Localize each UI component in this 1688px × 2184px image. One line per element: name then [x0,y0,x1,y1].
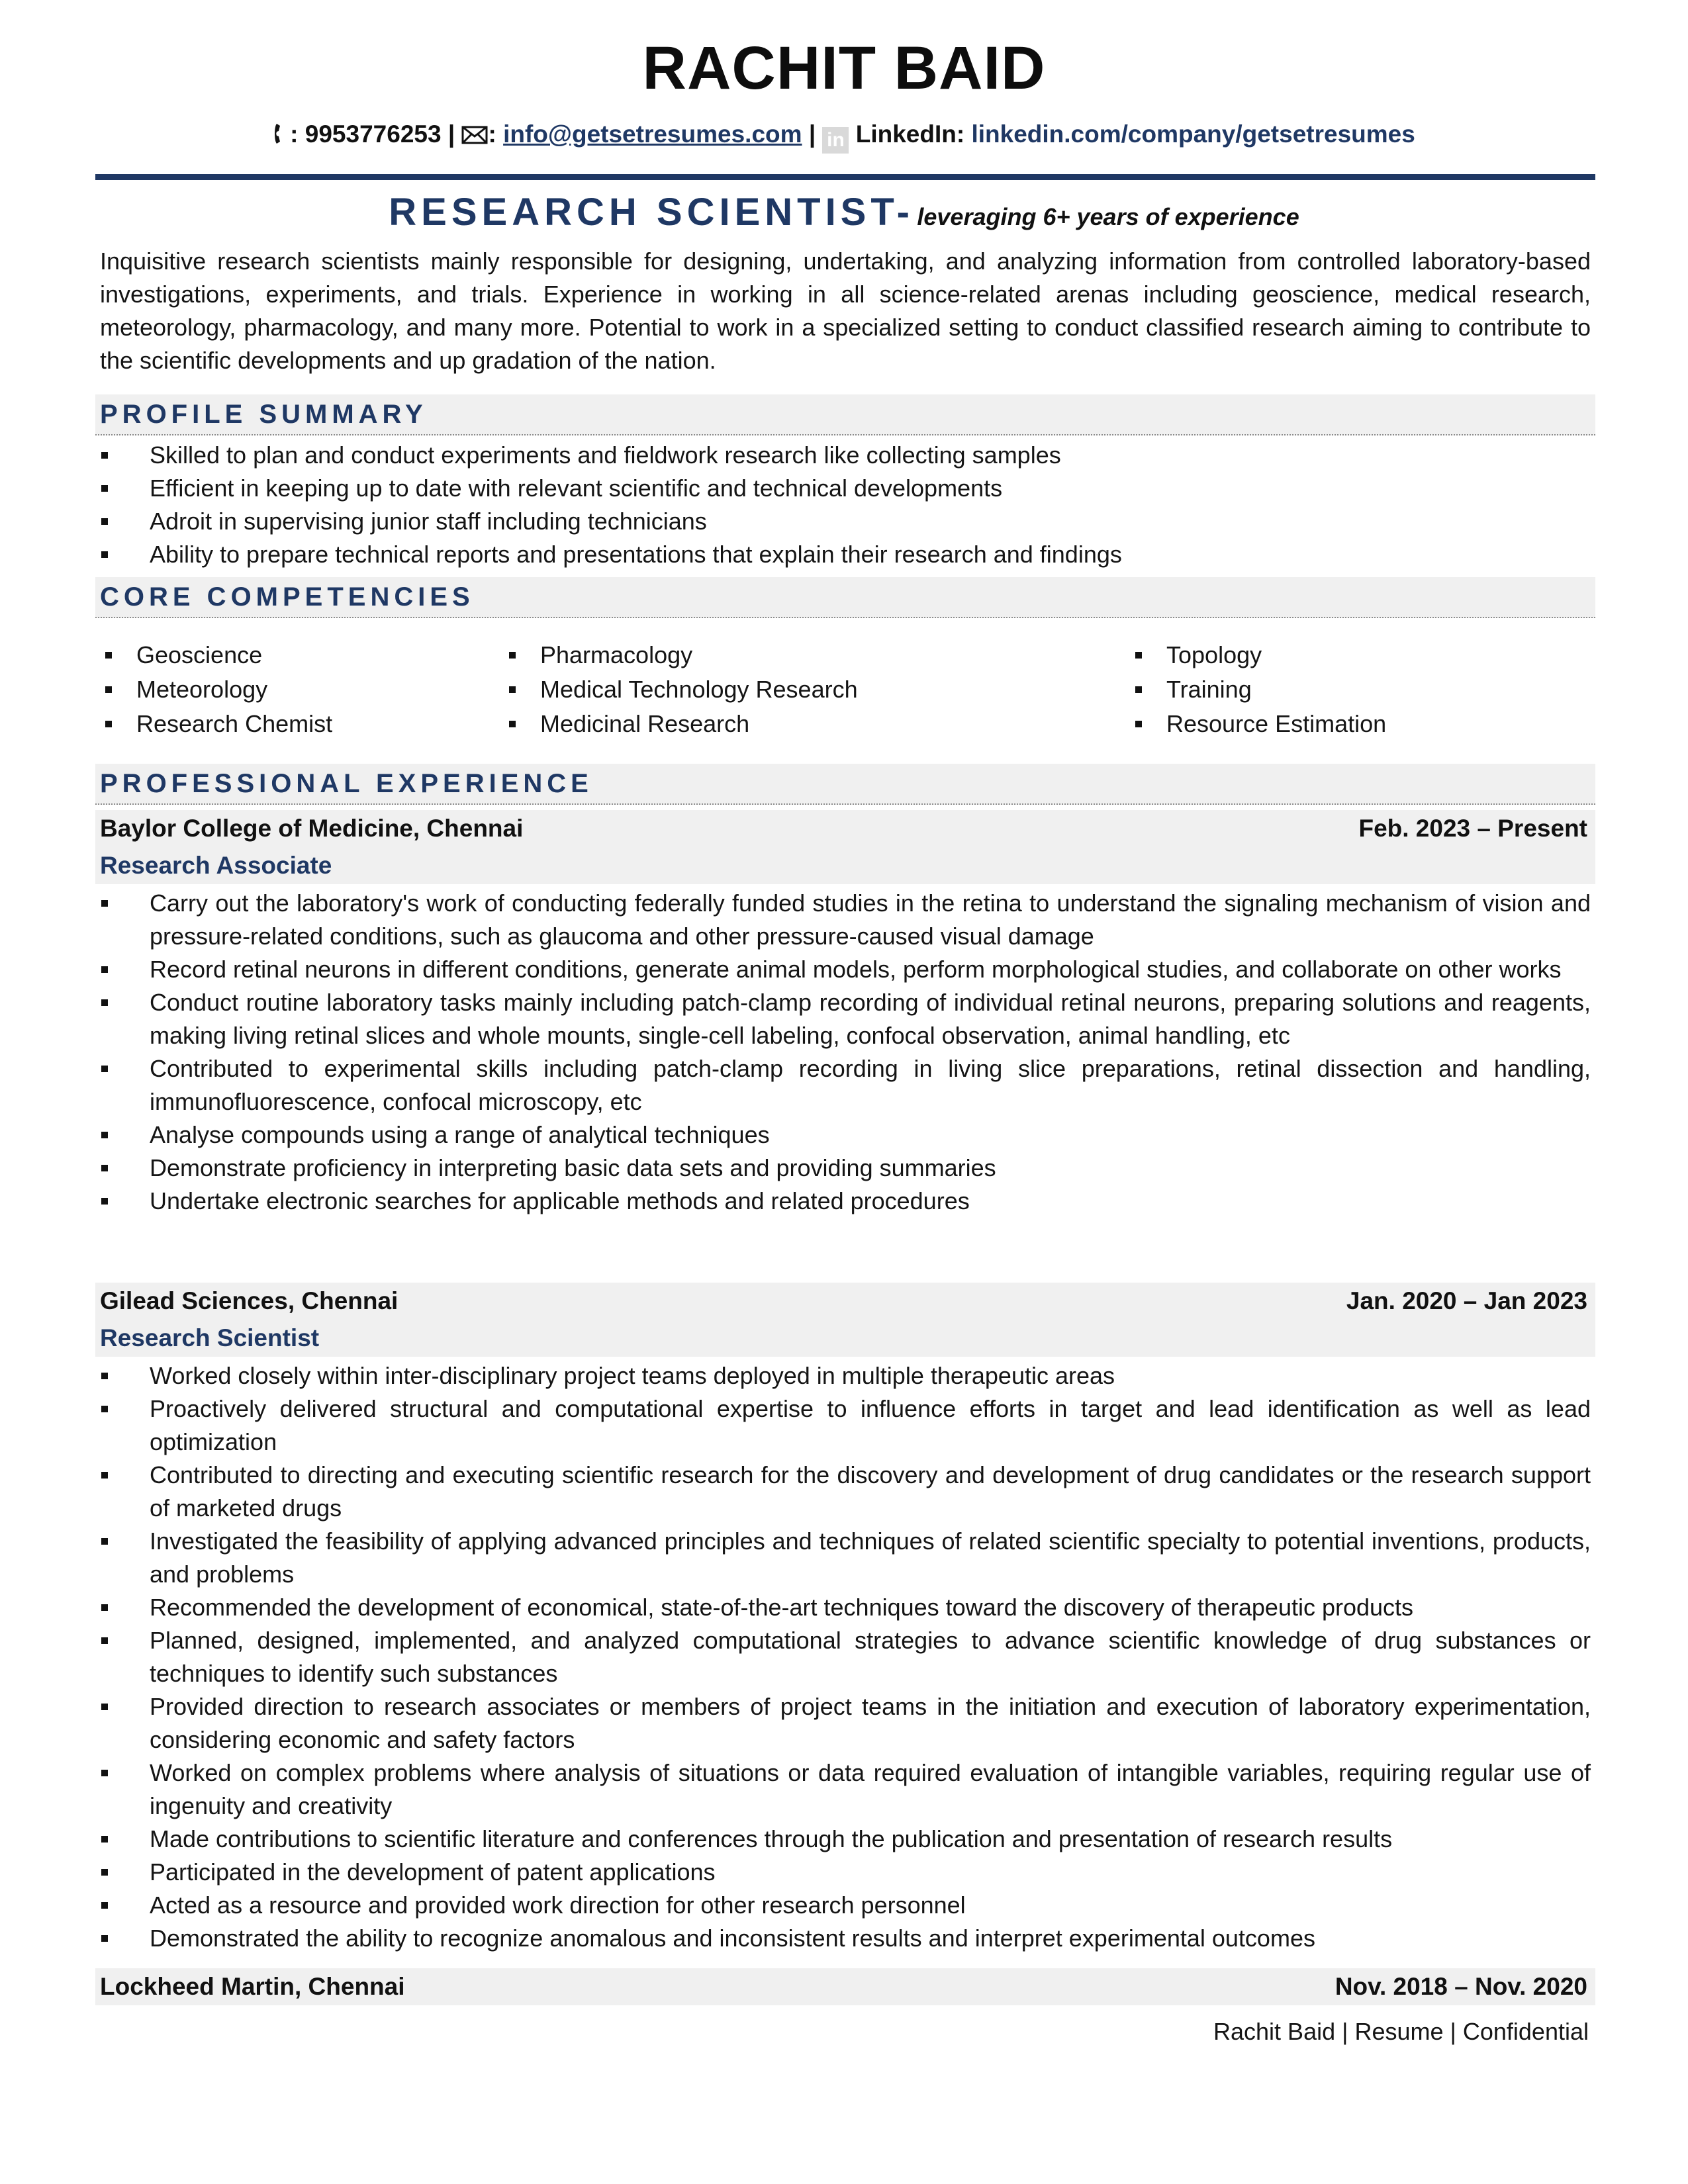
competency-col-2 [503,638,858,741]
competency-item: Research Chemist [99,707,332,741]
list-item: Planned, designed, implemented, and analyzed computational strategies to advance scientific knowledge of drug substances or techniques to identify such substances [95,1624,1591,1690]
company-name: Lockheed Martin, Chennai [100,1973,405,2000]
summary-paragraph: Inquisitive research scientists mainly responsible for designing, undertaking, and analyzing information from controlled laboratory-based investigations, experiments, and trials. Experience in working in all science-related arenas including geoscience, medical research, meteorology, pharmacology, and many more. Potential to work in a specialized setting to conduct classified research aiming to contribute to the scientific developments and up gradation of the nation. [100,248,1591,374]
competency-item: Medicinal Research [503,707,858,741]
list-item: Acted as a resource and provided work direction for other research personnel [95,1889,1591,1922]
job-role: Research Associate [100,852,332,879]
list-item: Participated in the development of patent applications [95,1856,1591,1889]
list-item: Adroit in supervising junior staff including technicians [95,505,1591,538]
list-item: Proactively delivered structural and computational expertise to influence efforts in target and lead identification as well as lead optimization [95,1392,1591,1459]
list-item: Conduct routine laboratory tasks mainly including patch-clamp recording of individual retinal neurons, preparing solutions and reagents, making living retinal slices and whole mounts, single-cell labeling, confocal observation, animal handling, etc [95,986,1591,1052]
phone-number[interactable]: 9953776253 [305,120,442,148]
list-item: Made contributions to scientific literature and conferences through the publication and presentation of research results [95,1823,1591,1856]
competency-item: Geoscience [99,638,332,672]
linkedin-link[interactable]: linkedin.com/company/getsetresumes [971,120,1415,148]
job-header-baylor [95,810,1595,884]
list-item: Analyse compounds using a range of analytical techniques [95,1118,1591,1152]
list-item: Demonstrate proficiency in interpreting basic data sets and providing summaries [95,1152,1591,1185]
section-professional-experience [95,764,1595,805]
competency-item: Meteorology [99,672,332,707]
job-bullets-baylor [95,887,1591,1218]
company-name: Gilead Sciences, Chennai [100,1287,399,1314]
section-core-competencies [95,577,1595,618]
list-item: Investigated the feasibility of applying advanced principles and techniques of related scientific specialty to potential inventions, products, and problems [95,1525,1591,1591]
candidate-name: RACHIT BAID [642,34,1046,102]
list-item: Demonstrated the ability to recognize anomalous and inconsistent results and interpret experimental outcomes [95,1922,1591,1955]
header-rule [95,174,1595,180]
competency-item: Training [1129,672,1386,707]
competency-item: Resource Estimation [1129,707,1386,741]
competency-col-3 [1129,638,1386,741]
headline: RESEARCH SCIENTIST- leveraging 6+ years of experience [389,191,1299,234]
linkedin-icon: in [822,127,849,154]
job-bullets-gilead [95,1359,1591,1955]
page-footer: Rachit Baid | Resume | Confidential [1213,2018,1589,2045]
list-item: Undertake electronic searches for applicable methods and related procedures [95,1185,1591,1218]
company-name: Baylor College of Medicine, Chennai [100,815,524,842]
section-heading: PROFESSIONAL EXPERIENCE [100,769,593,798]
list-item: Worked closely within inter-disciplinary project teams deployed in multiple therapeutic areas [95,1359,1591,1392]
profile-summary-list [95,439,1591,571]
competency-col-1 [99,638,332,741]
competency-item: Topology [1129,638,1386,672]
job-header-lockheed [95,1968,1595,2005]
competency-item: Medical Technology Research [503,672,858,707]
section-heading: CORE COMPETENCIES [100,582,475,612]
list-item: Provided direction to research associates or members of project teams in the initiation and execution of laboratory experimentation, considering economic and safety factors [95,1690,1591,1756]
list-item: Recommended the development of economical, state-of-the-art techniques toward the discovery of therapeutic products [95,1591,1591,1624]
job-header-gilead [95,1283,1595,1357]
email-link[interactable]: info@getsetresumes.com [503,120,802,148]
phone-icon [273,120,290,154]
competency-item: Pharmacology [503,638,858,672]
list-item: Record retinal neurons in different conditions, generate animal models, perform morphological studies, and collaborate on other works [95,953,1591,986]
job-role: Research Scientist [100,1324,320,1351]
contact-line: : 9953776253 | : info@getsetresumes.com | in LinkedIn: linkedin.com/company/getsetresumes [0,118,1688,154]
mail-icon [461,120,488,154]
job-dates: Feb. 2023 – Present [1358,815,1587,842]
section-heading: PROFILE SUMMARY [100,400,428,429]
job-dates: Nov. 2018 – Nov. 2020 [1335,1973,1587,2000]
job-dates: Jan. 2020 – Jan 2023 [1346,1287,1587,1314]
list-item: Worked on complex problems where analysis of situations or data required evaluation of intangible variables, requiring regular use of ingenuity and creativity [95,1756,1591,1823]
section-profile-summary [95,394,1595,435]
list-item: Contributed to experimental skills including patch-clamp recording in living slice preparations, retinal dissection and handling, immunofluorescence, confocal microscopy, etc [95,1052,1591,1118]
job-title: RESEARCH SCIENTIST [389,191,897,234]
list-item: Efficient in keeping up to date with relevant scientific and technical developments [95,472,1591,505]
list-item: Carry out the laboratory's work of conducting federally funded studies in the retina to understand the signaling mechanism of vision and pressure-related conditions, such as glaucoma and other pressure-caused visual damage [95,887,1591,953]
list-item: Ability to prepare technical reports and presentations that explain their research and findings [95,538,1591,571]
headline-tagline: leveraging 6+ years of experience [917,203,1299,230]
list-item: Skilled to plan and conduct experiments and fieldwork research like collecting samples [95,439,1591,472]
linkedin-label: LinkedIn: [855,120,965,148]
list-item: Contributed to directing and executing scientific research for the discovery and development of drug candidates or the research support of marketed drugs [95,1459,1591,1525]
